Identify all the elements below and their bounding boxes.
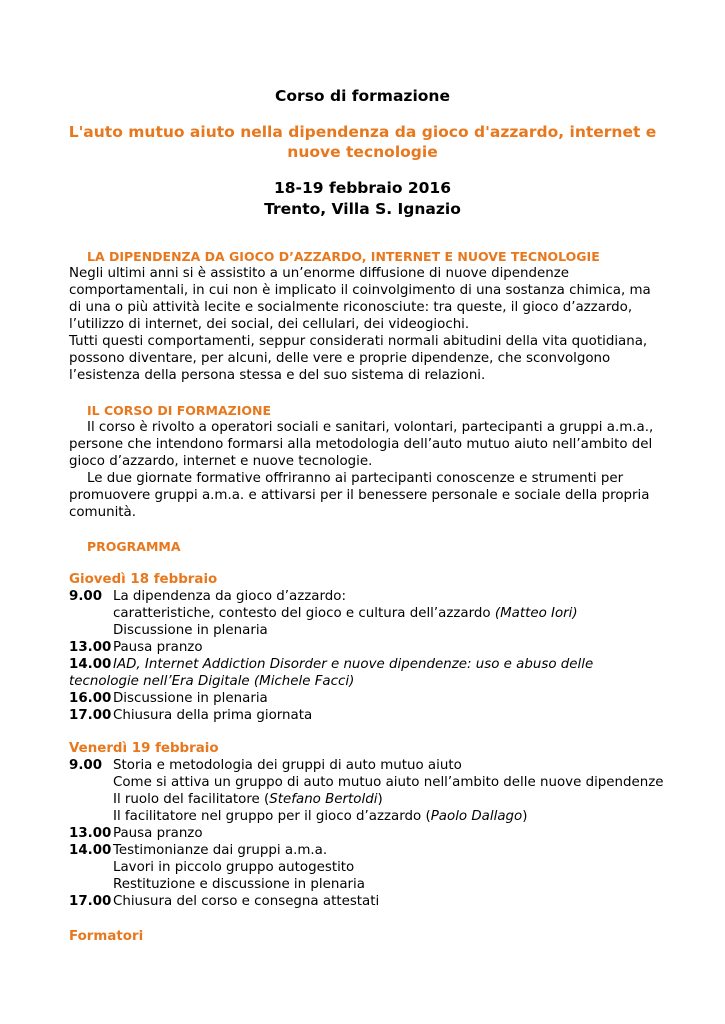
course-subtitle-line1: L'auto mutuo aiuto nella dipendenza da gioco d'azzardo, internet e (68, 123, 657, 141)
paragraph-line: persone che intendono formarsi alla metodologia dell’auto mutuo aiuto nell’ambito del (69, 437, 653, 452)
schedule-text: Storia e metodologia dei gruppi di auto mutuo aiuto (113, 758, 462, 773)
schedule-subitem: Lavori in piccolo gruppo autogestito (113, 860, 355, 875)
day1-heading: Giovedì 18 febbraio (69, 572, 218, 587)
schedule-subitem: Restituzione e discussione in plenaria (113, 877, 365, 892)
paragraph-line: comportamentali, in cui non è implicato il coinvolgimento di una sostanza chimica, ma (69, 283, 651, 298)
schedule-row (69, 826, 203, 841)
paragraph-line: Il corso è rivolto a operatori sociali e sanitari, volontari, partecipanti a gruppi a.m.a., (87, 420, 654, 435)
schedule-time: 14.00 (69, 843, 112, 858)
schedule-text: Chiusura della prima giornata (113, 708, 313, 723)
paragraph-line: comunità. (69, 505, 137, 520)
schedule-text: Pausa pranzo (113, 826, 203, 841)
schedule-subitem: Come si attiva un gruppo di auto mutuo aiuto nell’ambito delle nuove dipendenze (113, 775, 664, 790)
schedule-text: Pausa pranzo (113, 640, 203, 655)
document-title: Corso di formazione (275, 87, 450, 105)
schedule-row (69, 843, 327, 858)
schedule-subitem-text: Il facilitatore nel gruppo per il gioco d’azzardo ( (113, 809, 431, 824)
schedule-time: 9.00 (69, 758, 103, 773)
paragraph-line: Le due giornate formative offriranno ai partecipanti conoscenze e strumenti per (87, 471, 624, 486)
section-corso-title: IL CORSO DI FORMAZIONE (87, 403, 271, 418)
schedule-row (69, 589, 346, 604)
schedule-time: 17.00 (69, 894, 112, 909)
paragraph-line: Negli ultimi anni si è assistito a un’enorme diffusione di nuove dipendenze (69, 266, 570, 281)
speaker-name: (Matteo Iori) (494, 606, 578, 621)
formatori-heading: Formatori (69, 929, 144, 944)
paragraph-line: promuovere gruppi a.m.a. e attivarsi per il benessere personale e sociale della propria (69, 488, 650, 503)
schedule-row-continuation: tecnologie nell’Era Digitale (Michele Facci) (69, 674, 355, 689)
schedule-row (69, 894, 379, 909)
paragraph-line: l’esistenza della persona stessa e del suo sistema di relazioni. (69, 368, 486, 383)
schedule-subitem-text: Il ruolo del facilitatore ( (113, 792, 270, 807)
schedule-subitem-end: ) (377, 792, 383, 807)
schedule-subitem: Discussione in plenaria (113, 623, 268, 638)
schedule-text: Discussione in plenaria (113, 691, 268, 706)
schedule-subitem-end: ) (522, 809, 528, 824)
schedule-text: La dipendenza da gioco d’azzardo: (113, 589, 346, 604)
speaker-name: Paolo Dallago (430, 809, 523, 824)
schedule-text: Testimonianze dai gruppi a.m.a. (113, 843, 328, 858)
day2-heading: Venerdì 19 febbraio (69, 741, 219, 756)
schedule-text: Chiusura del corso e consegna attestati (113, 894, 380, 909)
section-programma-title: PROGRAMMA (87, 539, 181, 554)
section-dipendenza-title: LA DIPENDENZA DA GIOCO D’AZZARDO, INTERNET E NUOVE TECNOLOGIE (87, 249, 600, 264)
schedule-time: 16.00 (69, 691, 112, 706)
schedule-row (69, 657, 593, 672)
paragraph-line: gioco d’azzardo, internet e nuove tecnologie. (69, 454, 373, 469)
paragraph-line: Tutti questi comportamenti, seppur considerati normali abitudini della vita quotidiana, (69, 334, 648, 349)
paragraph-line: possono diventare, per alcuni, delle vere e proprie dipendenze, che sconvolgono (69, 351, 611, 366)
schedule-time: 13.00 (69, 826, 112, 841)
schedule-time: 14.00 (69, 657, 112, 672)
schedule-subitem (113, 792, 383, 807)
schedule-text: IAD, Internet Addiction Disorder e nuove dipendenze: uso e abuso delle (113, 657, 594, 672)
schedule-row (69, 691, 268, 706)
schedule-subitem-text: caratteristiche, contesto del gioco e cultura dell’azzardo (113, 606, 495, 621)
schedule-time: 17.00 (69, 708, 112, 723)
schedule-time: 9.00 (69, 589, 103, 604)
paragraph-line: l’utilizzo di internet, dei social, dei cellulari, dei videogiochi. (69, 317, 470, 332)
course-date: 18-19 febbraio 2016 (273, 179, 452, 197)
schedule-subitem (113, 606, 578, 621)
course-place: Trento, Villa S. Ignazio (264, 200, 461, 218)
course-subtitle-line2: nuove tecnologie (287, 143, 438, 161)
schedule-row (69, 708, 312, 723)
schedule-subitem (113, 809, 527, 824)
paragraph-line: di una o più attività lecite e socialmente riconosciute: tra queste, il gioco d’azzardo, (69, 300, 633, 315)
schedule-row (69, 758, 462, 773)
speaker-name: Stefano Bertoldi (269, 792, 378, 807)
schedule-row (69, 640, 203, 655)
schedule-time: 13.00 (69, 640, 112, 655)
